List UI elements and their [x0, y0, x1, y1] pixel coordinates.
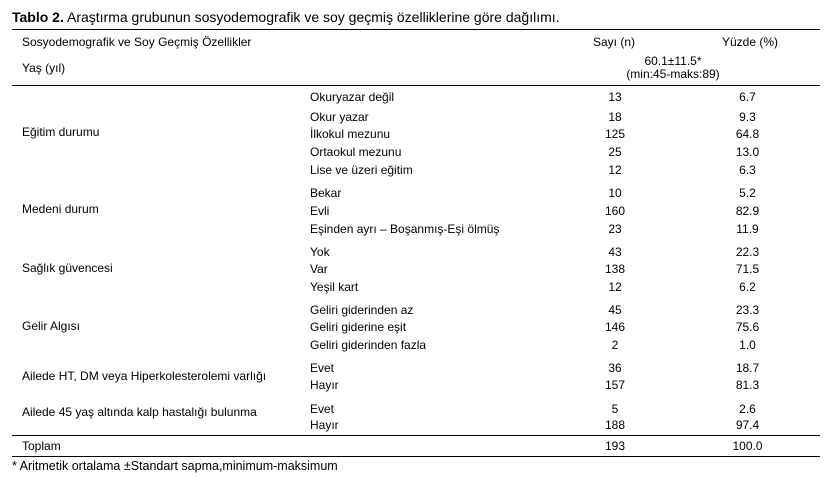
sub-label: Lise ve üzeri eğitim: [310, 163, 413, 177]
percent-cell: 5.2: [739, 186, 756, 200]
count-cell: 10: [608, 186, 622, 200]
percent-cell: 82.9: [735, 204, 760, 218]
sub-label: Evli: [310, 204, 330, 218]
percent-cell: 18.7: [735, 361, 760, 375]
sub-label: Geliri giderine eşit: [310, 320, 407, 334]
percent-cell: 6.3: [739, 163, 756, 177]
percent-cell: 13.0: [735, 145, 760, 159]
top-rule: [12, 29, 820, 30]
count-cell: 160: [604, 204, 626, 218]
caption-text: Araştırma grubunun sosyodemografik ve soy geçmiş özelliklerine göre dağılımı.: [63, 9, 560, 25]
caption-label: Tablo 2.: [12, 9, 64, 25]
percent-cell: 75.6: [735, 320, 760, 334]
sub-label: Yeşil kart: [310, 280, 359, 294]
percent-cell: 2.6: [739, 402, 756, 416]
table-caption: [12, 9, 560, 25]
count-cell: 138: [604, 262, 626, 276]
percent-cell: 11.9: [736, 222, 759, 236]
header-count: Sayı (n): [593, 35, 636, 49]
sub-label: Geliri giderinden az: [310, 303, 414, 317]
count-cell: 43: [608, 245, 622, 259]
total-count: 193: [604, 439, 626, 453]
count-cell: 146: [604, 320, 626, 334]
percent-cell: 6.7: [739, 90, 756, 104]
count-cell: 36: [608, 361, 622, 375]
sub-label: Bekar: [310, 186, 342, 200]
group-label-family-heart: Ailede 45 yaş altında kalp hastalığı bulunma: [22, 405, 257, 419]
total-label: Toplam: [22, 439, 61, 453]
header-characteristics: Sosyodemografik ve Soy Geçmiş Özellikler: [22, 35, 252, 49]
sub-label: İlkokul mezunu: [310, 127, 391, 141]
count-cell: 13: [608, 90, 622, 104]
sub-label: Geliri giderinden fazla: [310, 338, 427, 352]
sub-label: Okuryazar değil: [310, 90, 395, 104]
count-cell: 157: [604, 378, 626, 392]
sub-label: Hayır: [310, 418, 339, 432]
count-cell: 125: [604, 127, 626, 141]
count-cell: 12: [608, 163, 622, 177]
sub-label: Eşinden ayrı – Boşanmış-Eşi ölmüş: [310, 222, 500, 236]
count-cell: 23: [608, 222, 622, 236]
percent-cell: 1.0: [739, 338, 756, 352]
count-cell: 25: [608, 145, 622, 159]
age-value: 60.1±11.5*: [644, 54, 702, 68]
sub-label: Okur yazar: [310, 110, 369, 124]
group-label-insurance: Sağlık güvencesi: [22, 261, 113, 275]
count-cell: 45: [608, 303, 622, 317]
count-cell: 188: [604, 418, 626, 432]
count-cell: 5: [611, 402, 619, 416]
count-cell: 12: [608, 280, 622, 294]
percent-cell: 9.3: [739, 110, 756, 124]
percent-cell: 64.8: [735, 127, 760, 141]
percent-cell: 71.5: [735, 262, 760, 276]
bottom-rule: [12, 456, 820, 457]
percent-cell: 22.3: [735, 245, 760, 259]
group-label-marital: Medeni durum: [22, 202, 99, 216]
percent-cell: 23.3: [735, 303, 760, 317]
count-cell: 2: [611, 338, 619, 352]
age-range: (min:45-maks:89): [626, 67, 720, 81]
percent-cell: 6.2: [739, 280, 756, 294]
total-rule: [12, 435, 820, 436]
count-cell: 18: [608, 110, 622, 124]
group-label-family-ht: Ailede HT, DM veya Hiperkolesterolemi varlığı: [22, 369, 267, 383]
sub-label: Hayır: [310, 378, 339, 392]
percent-cell: 97.4: [735, 418, 760, 432]
sub-label: Evet: [310, 361, 335, 375]
group-label-education: Eğitim durumu: [22, 125, 100, 139]
sub-label: Evet: [310, 402, 335, 416]
group-label-income: Gelir Algısı: [22, 319, 81, 333]
percent-cell: 81.3: [735, 378, 760, 392]
header-percent: Yüzde (%): [722, 35, 779, 49]
sub-label: Var: [310, 262, 328, 276]
age-label: Yaş (yıl): [22, 61, 66, 75]
total-percent: 100.0: [732, 439, 763, 453]
header-rule: [12, 85, 820, 86]
footnote: * Aritmetik ortalama ±Standart sapma,minimum-maksimum: [12, 459, 338, 473]
sub-label: Yok: [310, 245, 330, 259]
sub-label: Ortaokul mezunu: [310, 145, 402, 159]
